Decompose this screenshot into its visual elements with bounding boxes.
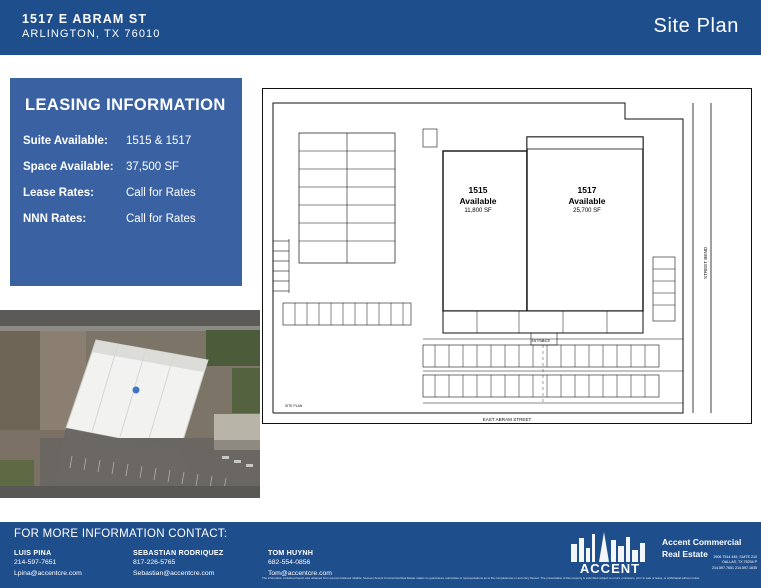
leasing-panel-title: LEASING INFORMATION: [25, 96, 226, 114]
leasing-row-label: Space Available:: [23, 161, 114, 173]
contact-card: [268, 547, 332, 579]
svg-text:ENTRANCE: ENTRANCE: [531, 339, 551, 343]
leasing-row-value: Call for Rates: [126, 187, 196, 199]
svg-text:ACCENT: ACCENT: [579, 561, 641, 576]
unit-1515-area: 11,800 SF: [464, 208, 492, 215]
page-footer: [0, 522, 761, 588]
legal-disclaimer: The information contained herein was obtained from sources believed reliable; however Accent Commercial Real Estate makes no guarantees, warranties or representations as to the completeness or accuracy thereof. The presentation of this property is submitted subject to errors, omissions, prior to sale or lease, or withdrawal without notice.: [262, 576, 701, 580]
contact-email[interactable]: Lpina@accentcre.com: [14, 569, 82, 577]
contact-email[interactable]: Tom@accentcre.com: [268, 569, 332, 577]
contact-card: [133, 547, 223, 579]
aerial-photo-graphic: [0, 310, 260, 498]
leasing-row-value: 37,500 SF: [126, 161, 180, 173]
contact-phone: 817-226-5765: [133, 559, 176, 567]
site-plan-text-layer: [263, 89, 751, 423]
contact-name: TOM HUYNH: [268, 548, 314, 557]
page-header: [0, 0, 761, 55]
leasing-rows: [23, 135, 233, 239]
svg-text:STREET BEND: STREET BEND: [703, 246, 708, 279]
leasing-row: [23, 135, 233, 147]
leasing-row: [23, 187, 233, 199]
contact-email[interactable]: Sebastian@accentcre.com: [133, 569, 215, 577]
brand-line-1: Accent Commercial: [662, 537, 742, 547]
svg-text:SITE PLAN: SITE PLAN: [285, 404, 303, 408]
leasing-row-label: NNN Rates:: [23, 213, 87, 225]
unit-1515-status: Available: [459, 195, 497, 206]
site-plan-drawing: [262, 88, 752, 424]
contact-phone: 214-597-7651: [14, 559, 57, 567]
footer-heading: FOR MORE INFORMATION CONTACT:: [14, 528, 228, 540]
leasing-information-panel: [10, 78, 242, 286]
company-logo: [565, 528, 655, 576]
brand-address: 2906 7514 445, SUITE 210 DALLAS, TX 75234 P 214.597.7651 214.597.1635: [712, 555, 757, 570]
svg-text:EAST ABRAM STREET: EAST ABRAM STREET: [482, 417, 532, 422]
contact-phone: 682-554-0856: [268, 559, 311, 567]
site-plan-unit-1515: [443, 185, 513, 214]
leasing-row: [23, 161, 233, 173]
unit-1517-area: 25,700 SF: [573, 208, 601, 215]
leasing-row: [23, 213, 233, 225]
leasing-row-label: Suite Available:: [23, 135, 108, 147]
accent-logo-icon: [565, 528, 655, 576]
site-plan-unit-1517: [552, 185, 622, 214]
leasing-row-label: Lease Rates:: [23, 187, 94, 199]
brand-line-2: Real Estate: [662, 549, 708, 560]
contact-name: SEBASTIAN RODRIQUEZ: [133, 548, 224, 557]
page-title: Site Plan: [653, 15, 739, 37]
contact-name: LUIS PINA: [14, 548, 52, 557]
unit-1517-name: 1517: [577, 185, 597, 195]
unit-1515-name: 1515: [468, 185, 488, 195]
leasing-row-value: 1515 & 1517: [126, 135, 192, 147]
property-address-line2: ARLINGTON, TX 76010: [22, 28, 161, 40]
property-address-line1: 1517 E ABRAM ST: [22, 12, 148, 26]
contact-card: [14, 547, 82, 579]
unit-1517-status: Available: [568, 195, 606, 206]
leasing-row-value: Call for Rates: [126, 213, 196, 225]
aerial-photo: [0, 310, 260, 498]
